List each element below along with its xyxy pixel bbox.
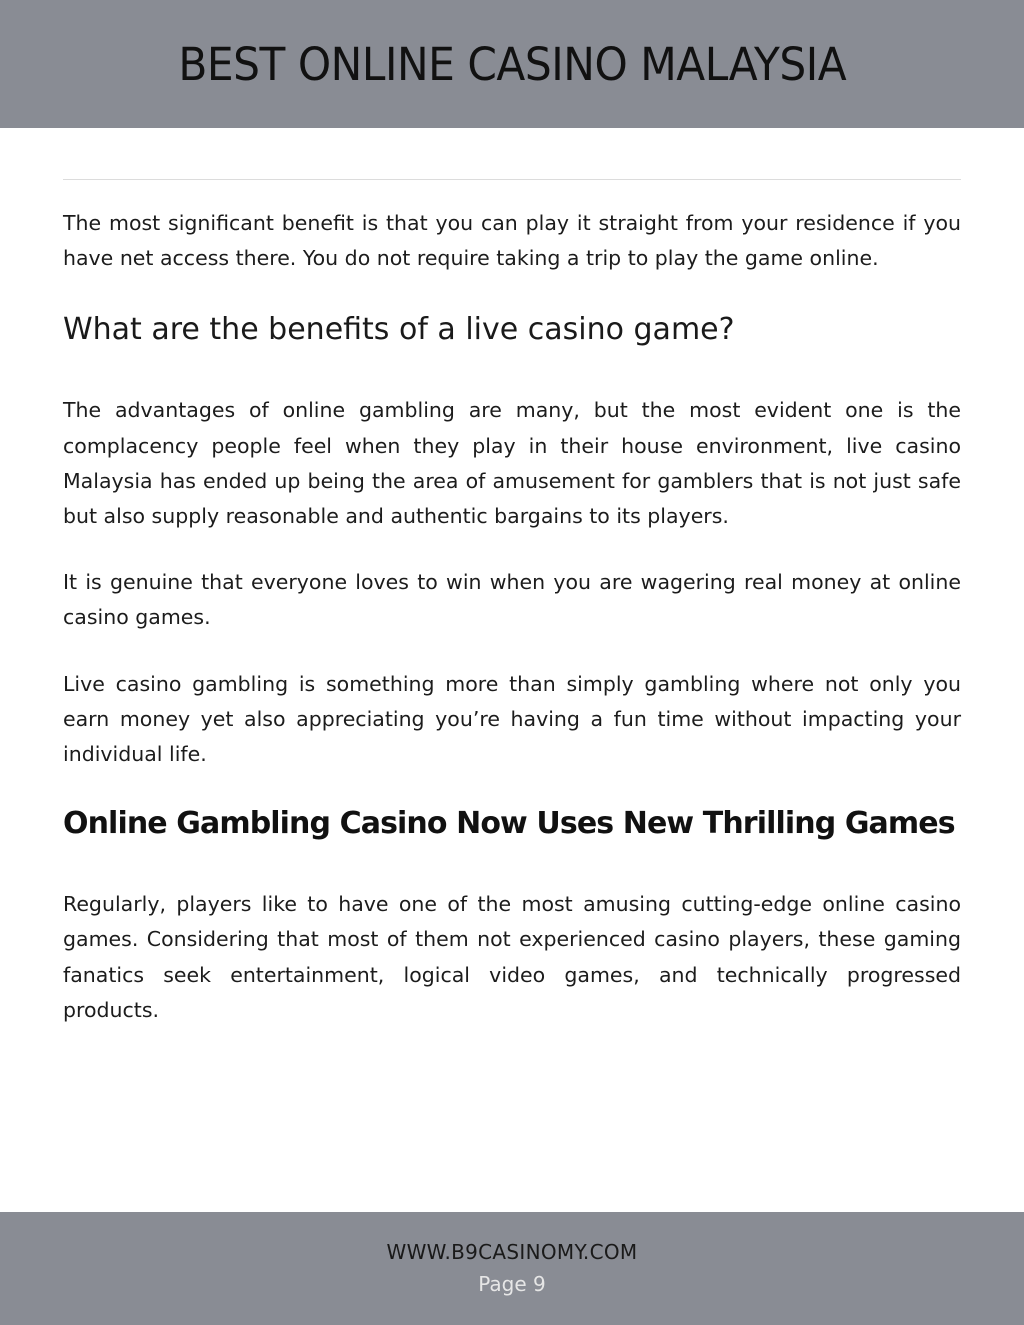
paragraph-genuine: It is genuine that everyone loves to win when you are wagering real money at online casino games. — [63, 570, 961, 630]
paragraph-regularly: Regularly, players like to have one of the most amusing cutting-edge online casino games. Considering that most of them not experienced casino players, these gaming fanatics seek entertainment, logical video games, and technically progressed products. — [63, 892, 961, 1022]
page-number: Page 9 — [478, 1272, 546, 1296]
section-heading-new-games: Online Gambling Casino Now Uses New Thrilling Games — [63, 806, 955, 842]
paragraph-intro: The most significant benefit is that you can play it straight from your residence if you have net access there. You do not require taking a trip to play the game online. — [63, 211, 961, 271]
section-heading-benefits: What are the benefits of a live casino game? — [63, 312, 735, 348]
header-divider — [63, 179, 961, 180]
paragraph-live-casino: Live casino gambling is something more than simply gambling where not only you earn money yet also appreciating you’re having a fun time without impacting your individual life. — [63, 671, 961, 767]
footer-website-url: WWW.B9CASINOMY.COM — [386, 1240, 638, 1264]
page-header — [0, 0, 1024, 128]
main-content — [63, 206, 961, 1028]
paragraph-advantages: The advantages of online gambling are many, but the most evident one is the complacency people feel when they play in their house environment, live casino Malaysia has ended up being the area of amusement for gamblers that is not just safe but also supply reasonable and authentic bargains to its players. — [63, 398, 961, 529]
page-title: BEST ONLINE CASINO MALAYSIA — [178, 37, 846, 91]
page-footer — [0, 1212, 1024, 1325]
